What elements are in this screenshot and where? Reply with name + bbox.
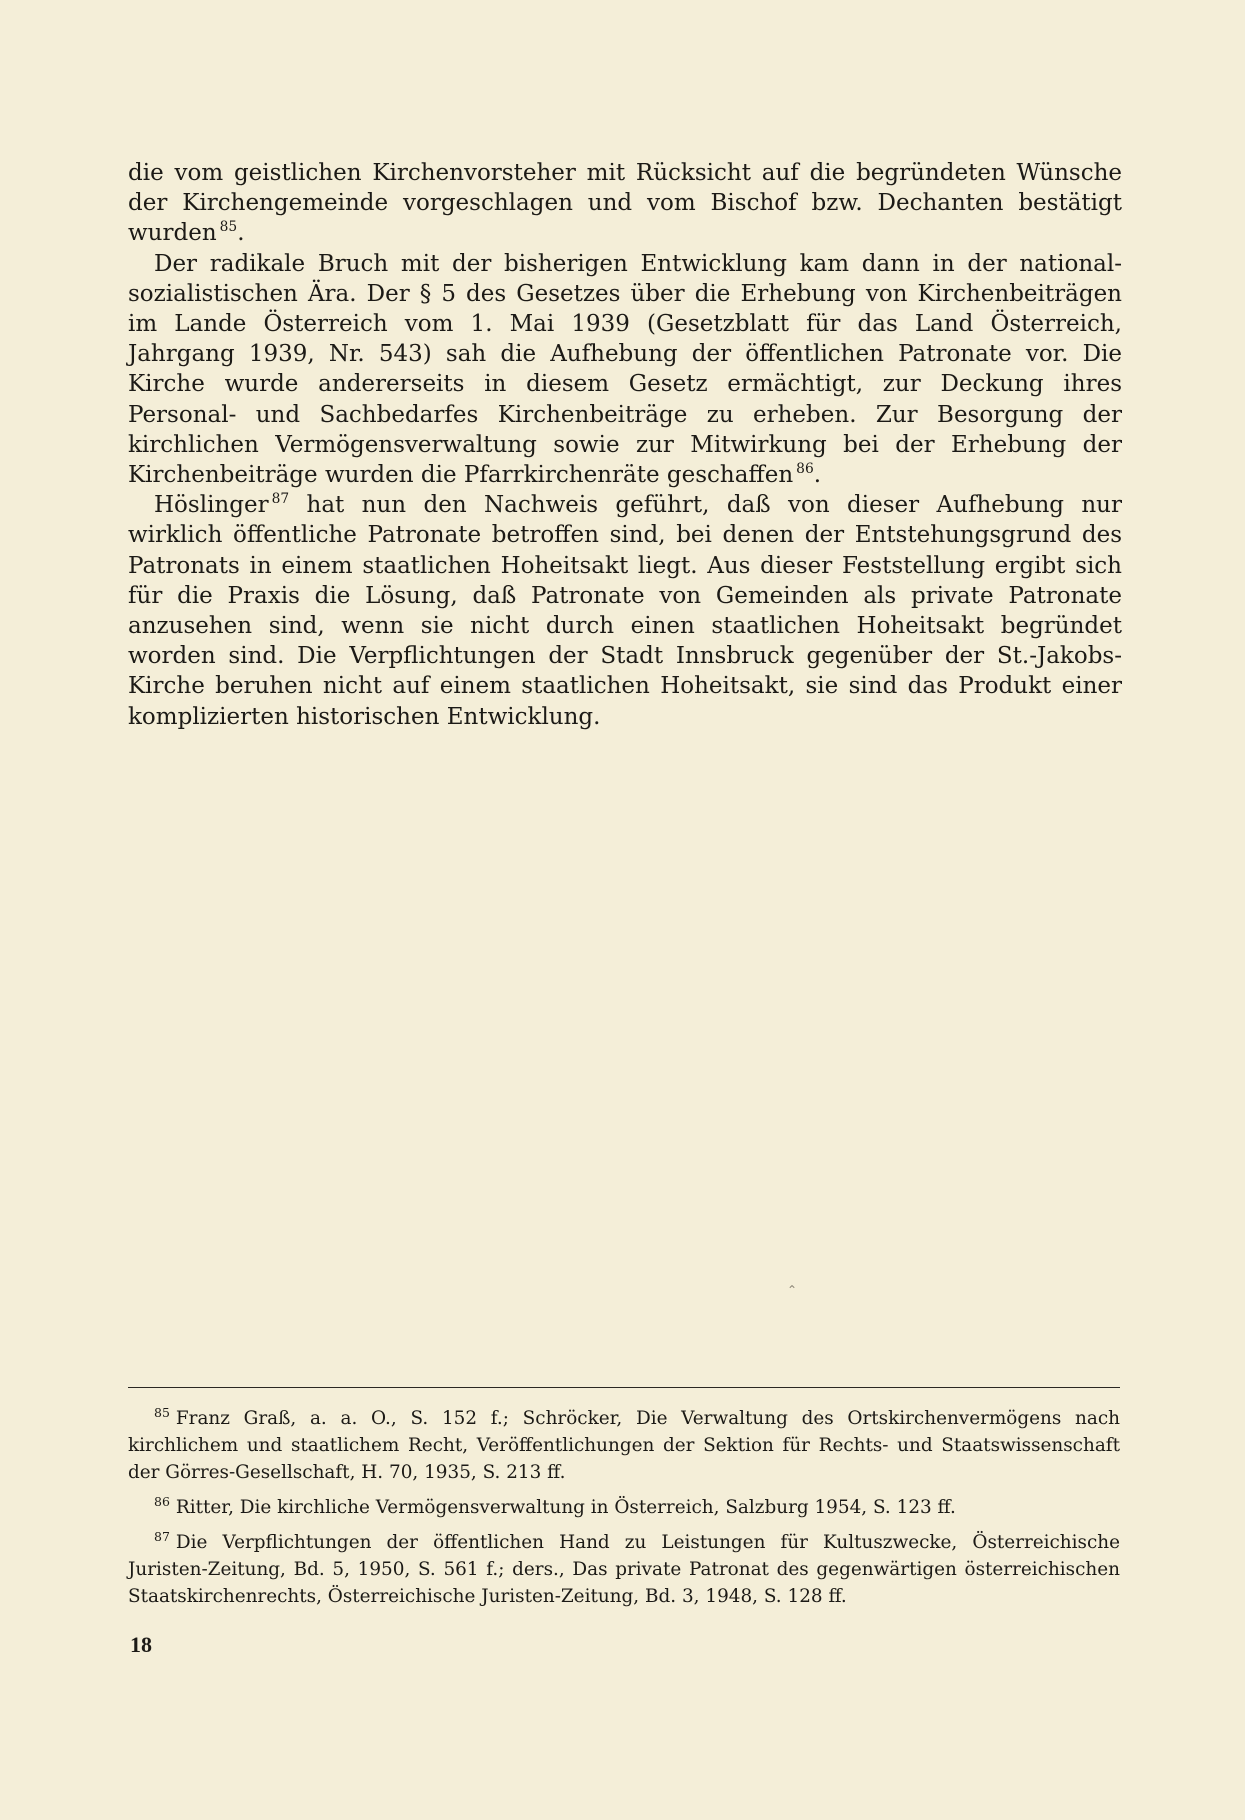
footnote-86 bbox=[128, 1494, 1120, 1521]
footnote-text: Franz Graß, a. a. O., S. 152 f.; Schröcker, Die Verwaltung des Ortskirchenvermögens nach kirchlichem und staatlichem Recht, Veröffentlichungen der Sektion für Rechts- und Staatswissenschaft der Görres-Gesellschaft, H. 70, 1935, S. 213 ff. bbox=[128, 1408, 1120, 1483]
footnote-divider bbox=[128, 1387, 1120, 1388]
footnote-number: 85 bbox=[154, 1405, 170, 1421]
footnote-text: Die Verpflichtungen der öffentlichen Hand zu Leistungen für Kultuszwecke, Österreichische Juristen-Zeitung, Bd. 5, 1950, S. 561 f.; ders., Das private Patronat des gegenwärtigen österreichischen Staatskirchenrechts, Österreichische Juristen-Zeitung, Bd. 3, 1948, S. 128 ff. bbox=[128, 1532, 1120, 1607]
footnote-ref-85: 85 bbox=[219, 219, 238, 236]
paragraph-3-text: hat nun den Nachweis geführt, daß von dieser Aufhebung nur wirklich öffentliche Patronate betroffen sind, bei denen der Entstehungsgrund des Patronats in einem staatlichen Hoheitsakt liegt. Aus dieser Feststellung ergibt sich für die Praxis die Lösung, daß Patronate von Gemeinden als private Patronate anzusehen sind, wenn sie nicht durch einen staatlichen Hoheitsakt begründet worden sind. Die Verpflichtungen der Stadt Innsbruck gegenüber der St.-Jakobs-Kirche beruhen nicht auf einem staatlichen Hoheitsakt, sie sind das Produkt einer komplizierten historischen Entwicklung. bbox=[128, 492, 1122, 730]
paragraph-2 bbox=[128, 249, 1122, 491]
paragraph-1-tail: . bbox=[237, 220, 245, 247]
footnote-number: 86 bbox=[154, 1494, 170, 1510]
footnote-87 bbox=[128, 1529, 1120, 1610]
page-number: 18 bbox=[130, 1632, 152, 1657]
footnote-85 bbox=[128, 1405, 1120, 1486]
paragraph-3 bbox=[128, 490, 1122, 732]
footnotes bbox=[128, 1405, 1120, 1618]
main-text bbox=[128, 158, 1122, 732]
paragraph-3-lead: Höslinger bbox=[154, 492, 269, 519]
footnote-ref-86: 86 bbox=[796, 461, 814, 478]
footnote-text: Ritter, Die kirchliche Vermögensverwaltung in Österreich, Salzburg 1954, S. 123 ff. bbox=[175, 1497, 956, 1518]
paragraph-2-tail: . bbox=[813, 462, 822, 489]
paragraph-2-text: Der radikale Bruch mit der bisherigen Entwicklung kam dann in der national-sozialistischen Ära. Der § 5 des Gesetzes über die Erhebung von Kirchenbeiträgen im Lande Österreich vom 1. Mai 1939 (Gesetzblatt für das Land Österreich, Jahrgang 1939, Nr. 543) sah die Aufhebung der öffentlichen Patronate vor. Die Kirche wurde andererseits in diesem Gesetz ermächtigt, zur Deckung ihres Personal- und Sachbedarfes Kirchenbeiträge zu erheben. Zur Besorgung der kirchlichen Vermögensverwaltung sowie zur Mitwirkung bei der Erhebung der Kirchenbeiträge wurden die Pfarrkirchenräte geschaffen bbox=[128, 250, 1122, 489]
paragraph-1 bbox=[128, 158, 1122, 249]
paper-speck: ⌃ bbox=[787, 1283, 798, 1297]
footnote-ref-87: 87 bbox=[271, 491, 290, 508]
footnote-number: 87 bbox=[154, 1529, 170, 1545]
paragraph-1-text: die vom geistlichen Kirchenvorsteher mit Rücksicht auf die begründeten Wünsche der Kirchengemeinde vorgeschlagen und vom Bischof bzw. Dechanten bestätigt wurden bbox=[128, 160, 1122, 247]
